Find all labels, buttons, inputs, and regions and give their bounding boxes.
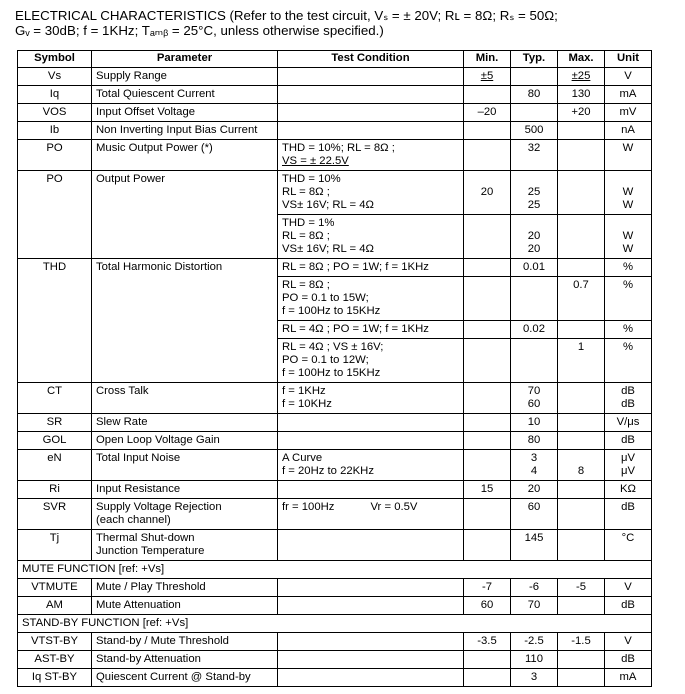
condition-line: f = 10KHz xyxy=(282,398,332,410)
table-row xyxy=(18,633,652,651)
section-title xyxy=(15,8,680,38)
unit-value: dB xyxy=(621,398,635,410)
header-test-condition: Test Condition xyxy=(278,51,464,68)
max-cell xyxy=(558,122,605,140)
max-cell: 1 xyxy=(558,339,605,383)
title-line-2: Gᵥ = 30dB; f = 1KHz; Tₐₘᵦ = 25°C, unless otherwise specified.) xyxy=(15,23,384,38)
table-row xyxy=(18,481,652,499)
unit-cell: % xyxy=(605,259,652,277)
typ-value: 20 xyxy=(527,230,541,242)
header-max: Max. xyxy=(558,51,605,68)
table-row xyxy=(18,432,652,450)
typ-cell: 0.02 xyxy=(511,321,558,339)
typ-cell xyxy=(511,450,558,481)
condition-cell xyxy=(278,579,464,597)
max-cell xyxy=(558,450,605,481)
unit-value: dB xyxy=(621,385,635,397)
unit-cell: % xyxy=(605,339,652,383)
unit-cell: °C xyxy=(605,530,652,561)
symbol-cell: VTST-BY xyxy=(18,633,92,651)
symbol-cell: CT xyxy=(18,383,92,414)
typ-cell xyxy=(511,339,558,383)
max-cell xyxy=(558,651,605,669)
symbol-cell: Ib xyxy=(18,122,92,140)
min-cell xyxy=(464,432,511,450)
typ-cell: 0.01 xyxy=(511,259,558,277)
symbol-cell: GOL xyxy=(18,432,92,450)
min-cell xyxy=(464,277,511,321)
typ-cell: 70 xyxy=(511,597,558,615)
max-cell: -5 xyxy=(558,579,605,597)
typ-cell xyxy=(511,383,558,414)
parameter-cell: Music Output Power (*) xyxy=(92,140,278,171)
typ-cell: 110 xyxy=(511,651,558,669)
max-cell: -1.5 xyxy=(558,633,605,651)
symbol-cell: PO xyxy=(18,140,92,171)
symbol-cell: AM xyxy=(18,597,92,615)
max-cell: +20 xyxy=(558,104,605,122)
table-row xyxy=(18,383,652,414)
min-cell: –20 xyxy=(464,104,511,122)
parameter-line: (each channel) xyxy=(96,514,171,526)
condition-line: f = 1KHz xyxy=(282,385,326,397)
condition-cell xyxy=(278,86,464,104)
max-cell xyxy=(558,383,605,414)
condition-cell xyxy=(278,68,464,86)
max-cell xyxy=(558,499,605,530)
parameter-line: Junction Temperature xyxy=(96,545,205,557)
unit-cell xyxy=(605,450,652,481)
unit-cell: V xyxy=(605,579,652,597)
typ-cell: 80 xyxy=(511,432,558,450)
min-cell xyxy=(464,122,511,140)
typ-cell: -6 xyxy=(511,579,558,597)
min-cell xyxy=(464,651,511,669)
min-cell: -7 xyxy=(464,579,511,597)
condition-line: THD = 1% xyxy=(282,217,335,229)
unit-cell: dB xyxy=(605,597,652,615)
condition-cell xyxy=(278,277,464,321)
unit-cell: W xyxy=(605,140,652,171)
min-cell xyxy=(464,86,511,104)
table-row xyxy=(18,669,652,687)
table-row xyxy=(18,450,652,481)
typ-cell: 145 xyxy=(511,530,558,561)
unit-value: W xyxy=(622,199,634,211)
typ-cell: -2.5 xyxy=(511,633,558,651)
unit-value: W xyxy=(622,230,634,242)
table-row xyxy=(18,414,652,432)
parameter-cell: Cross Talk xyxy=(92,383,278,414)
min-cell: 15 xyxy=(464,481,511,499)
parameter-cell: Mute / Play Threshold xyxy=(92,579,278,597)
max-cell xyxy=(558,530,605,561)
condition-part: fr = 100Hz xyxy=(282,501,335,513)
unit-cell: mA xyxy=(605,669,652,687)
parameter-line: Thermal Shut-down xyxy=(96,532,195,544)
max-cell: ±25 xyxy=(558,68,605,86)
parameter-cell: Total Harmonic Distortion xyxy=(92,259,278,383)
condition-line: VS± 16V; RL = 4Ω xyxy=(282,243,374,255)
max-cell xyxy=(558,481,605,499)
min-cell xyxy=(464,450,511,481)
table-row xyxy=(18,259,652,277)
unit-cell: dB xyxy=(605,651,652,669)
min-cell: -3.5 xyxy=(464,633,511,651)
condition-cell xyxy=(278,414,464,432)
max-cell xyxy=(558,669,605,687)
unit-cell xyxy=(605,171,652,215)
table-row xyxy=(18,530,652,561)
condition-cell xyxy=(278,383,464,414)
typ-value: 25 xyxy=(527,186,541,198)
typ-cell: 20 xyxy=(511,481,558,499)
parameter-cell: Total Input Noise xyxy=(92,450,278,481)
header-symbol: Symbol xyxy=(18,51,92,68)
condition-cell xyxy=(278,215,464,259)
max-cell xyxy=(558,321,605,339)
min-cell xyxy=(464,215,511,259)
unit-cell: mV xyxy=(605,104,652,122)
parameter-line: Supply Voltage Rejection xyxy=(96,501,222,513)
typ-value: 20 xyxy=(527,243,541,255)
condition-line: A Curve xyxy=(282,452,323,464)
min-value: 20 xyxy=(480,186,494,198)
symbol-cell: VTMUTE xyxy=(18,579,92,597)
symbol-cell: Tj xyxy=(18,530,92,561)
condition-line: PO = 0.1 to 15W; xyxy=(282,292,369,304)
parameter-cell: Supply Range xyxy=(92,68,278,86)
typ-cell xyxy=(511,215,558,259)
table-row xyxy=(18,499,652,530)
parameter-cell xyxy=(92,499,278,530)
condition-cell xyxy=(278,122,464,140)
section-heading: MUTE FUNCTION [ref: +Vs] xyxy=(18,561,652,579)
unit-cell: dB xyxy=(605,499,652,530)
table-row xyxy=(18,122,652,140)
max-cell xyxy=(558,215,605,259)
symbol-cell: eN xyxy=(18,450,92,481)
typ-cell xyxy=(511,68,558,86)
condition-cell xyxy=(278,669,464,687)
max-cell xyxy=(558,259,605,277)
parameter-cell: Stand-by / Mute Threshold xyxy=(92,633,278,651)
title-line-1: ELECTRICAL CHARACTERISTICS (Refer to the test circuit, Vₛ = ± 20V; Rʟ = 8Ω; Rₛ = 50Ω; xyxy=(15,8,558,23)
typ-cell: 32 xyxy=(511,140,558,171)
section-row-standby xyxy=(18,615,652,633)
condition-line: f = 100Hz to 15KHz xyxy=(282,367,381,379)
section-heading: STAND-BY FUNCTION [ref: +Vs] xyxy=(18,615,652,633)
min-cell xyxy=(464,339,511,383)
max-cell: 0.7 xyxy=(558,277,605,321)
max-cell xyxy=(558,414,605,432)
typ-value: 3 xyxy=(530,452,538,464)
unit-cell: dB xyxy=(605,432,652,450)
typ-cell: 60 xyxy=(511,499,558,530)
typ-cell: 3 xyxy=(511,669,558,687)
typ-cell: 500 xyxy=(511,122,558,140)
condition-line: THD = 10%; RL = 8Ω ; xyxy=(282,142,395,154)
condition-cell xyxy=(278,339,464,383)
max-value: 8 xyxy=(577,465,585,477)
condition-line: f = 20Hz to 22KHz xyxy=(282,465,374,477)
max-cell: 130 xyxy=(558,86,605,104)
table-row xyxy=(18,86,652,104)
typ-cell xyxy=(511,277,558,321)
max-cell xyxy=(558,140,605,171)
parameter-cell: Slew Rate xyxy=(92,414,278,432)
min-cell xyxy=(464,530,511,561)
condition-cell xyxy=(278,597,464,615)
typ-value: 25 xyxy=(527,199,541,211)
parameter-cell: Output Power xyxy=(92,171,278,259)
unit-value: W xyxy=(622,186,634,198)
symbol-cell: THD xyxy=(18,259,92,383)
table-row xyxy=(18,140,652,171)
typ-value: 4 xyxy=(530,465,538,477)
condition-cell: RL = 4Ω ; PO = 1W; f = 1KHz xyxy=(278,321,464,339)
max-cell xyxy=(558,171,605,215)
condition-cell xyxy=(278,171,464,215)
unit-cell xyxy=(605,383,652,414)
min-cell xyxy=(464,171,511,215)
parameter-cell: Non Inverting Input Bias Current xyxy=(92,122,278,140)
unit-value: μV xyxy=(620,465,636,477)
symbol-cell: AST-BY xyxy=(18,651,92,669)
parameter-cell: Total Quiescent Current xyxy=(92,86,278,104)
condition-cell xyxy=(278,651,464,669)
table-row xyxy=(18,597,652,615)
parameter-cell: Input Resistance xyxy=(92,481,278,499)
unit-cell: mA xyxy=(605,86,652,104)
typ-value: 60 xyxy=(527,398,541,410)
typ-cell: 10 xyxy=(511,414,558,432)
condition-cell xyxy=(278,481,464,499)
unit-cell: V xyxy=(605,633,652,651)
typ-value: 70 xyxy=(527,385,541,397)
condition-line: f = 100Hz to 15KHz xyxy=(282,305,381,317)
condition-cell xyxy=(278,140,464,171)
unit-cell xyxy=(605,215,652,259)
parameter-cell: Mute Attenuation xyxy=(92,597,278,615)
unit-cell: nA xyxy=(605,122,652,140)
unit-cell: V/μs xyxy=(605,414,652,432)
condition-cell: RL = 8Ω ; PO = 1W; f = 1KHz xyxy=(278,259,464,277)
parameter-cell: Input Offset Voltage xyxy=(92,104,278,122)
typ-cell xyxy=(511,171,558,215)
parameter-cell: Stand-by Attenuation xyxy=(92,651,278,669)
condition-cell xyxy=(278,432,464,450)
condition-line: RL = 8Ω ; xyxy=(282,186,330,198)
symbol-cell: VOS xyxy=(18,104,92,122)
unit-cell: % xyxy=(605,277,652,321)
parameter-cell xyxy=(92,530,278,561)
table-row xyxy=(18,579,652,597)
condition-line: RL = 4Ω ; VS ± 16V; xyxy=(282,341,384,353)
table-row xyxy=(18,104,652,122)
section-row-mute xyxy=(18,561,652,579)
electrical-characteristics-table xyxy=(17,50,652,687)
condition-part: Vr = 0.5V xyxy=(370,501,418,513)
min-cell xyxy=(464,414,511,432)
condition-line: RL = 8Ω ; xyxy=(282,279,330,291)
min-cell xyxy=(464,321,511,339)
min-cell xyxy=(464,383,511,414)
typ-cell: 80 xyxy=(511,86,558,104)
parameter-cell: Open Loop Voltage Gain xyxy=(92,432,278,450)
unit-cell: % xyxy=(605,321,652,339)
header-row xyxy=(18,51,652,68)
symbol-cell: Vs xyxy=(18,68,92,86)
symbol-cell: PO xyxy=(18,171,92,259)
unit-cell: KΩ xyxy=(605,481,652,499)
condition-cell xyxy=(278,530,464,561)
table-row xyxy=(18,68,652,86)
typ-cell xyxy=(511,104,558,122)
max-cell xyxy=(558,432,605,450)
condition-line: RL = 8Ω ; xyxy=(282,230,330,242)
table-row xyxy=(18,651,652,669)
symbol-cell: Ri xyxy=(18,481,92,499)
unit-value: W xyxy=(622,243,634,255)
symbol-cell: SVR xyxy=(18,499,92,530)
condition-line: VS = ± 22.5V xyxy=(282,155,349,167)
max-cell xyxy=(558,597,605,615)
condition-line: VS± 16V; RL = 4Ω xyxy=(282,199,374,211)
condition-cell xyxy=(278,104,464,122)
header-typ: Typ. xyxy=(511,51,558,68)
min-cell: ±5 xyxy=(464,68,511,86)
unit-value: μV xyxy=(620,452,636,464)
header-parameter: Parameter xyxy=(92,51,278,68)
symbol-cell: Iq xyxy=(18,86,92,104)
condition-cell xyxy=(278,499,464,530)
table-row xyxy=(18,171,652,215)
condition-line: PO = 0.1 to 12W; xyxy=(282,354,369,366)
unit-cell: V xyxy=(605,68,652,86)
symbol-cell: SR xyxy=(18,414,92,432)
min-cell xyxy=(464,669,511,687)
min-cell xyxy=(464,259,511,277)
header-min: Min. xyxy=(464,51,511,68)
min-cell xyxy=(464,499,511,530)
header-unit: Unit xyxy=(605,51,652,68)
condition-cell xyxy=(278,450,464,481)
condition-line: THD = 10% xyxy=(282,173,341,185)
parameter-cell: Quiescent Current @ Stand-by xyxy=(92,669,278,687)
min-cell xyxy=(464,140,511,171)
min-cell: 60 xyxy=(464,597,511,615)
condition-cell xyxy=(278,633,464,651)
symbol-cell: Iq ST-BY xyxy=(18,669,92,687)
